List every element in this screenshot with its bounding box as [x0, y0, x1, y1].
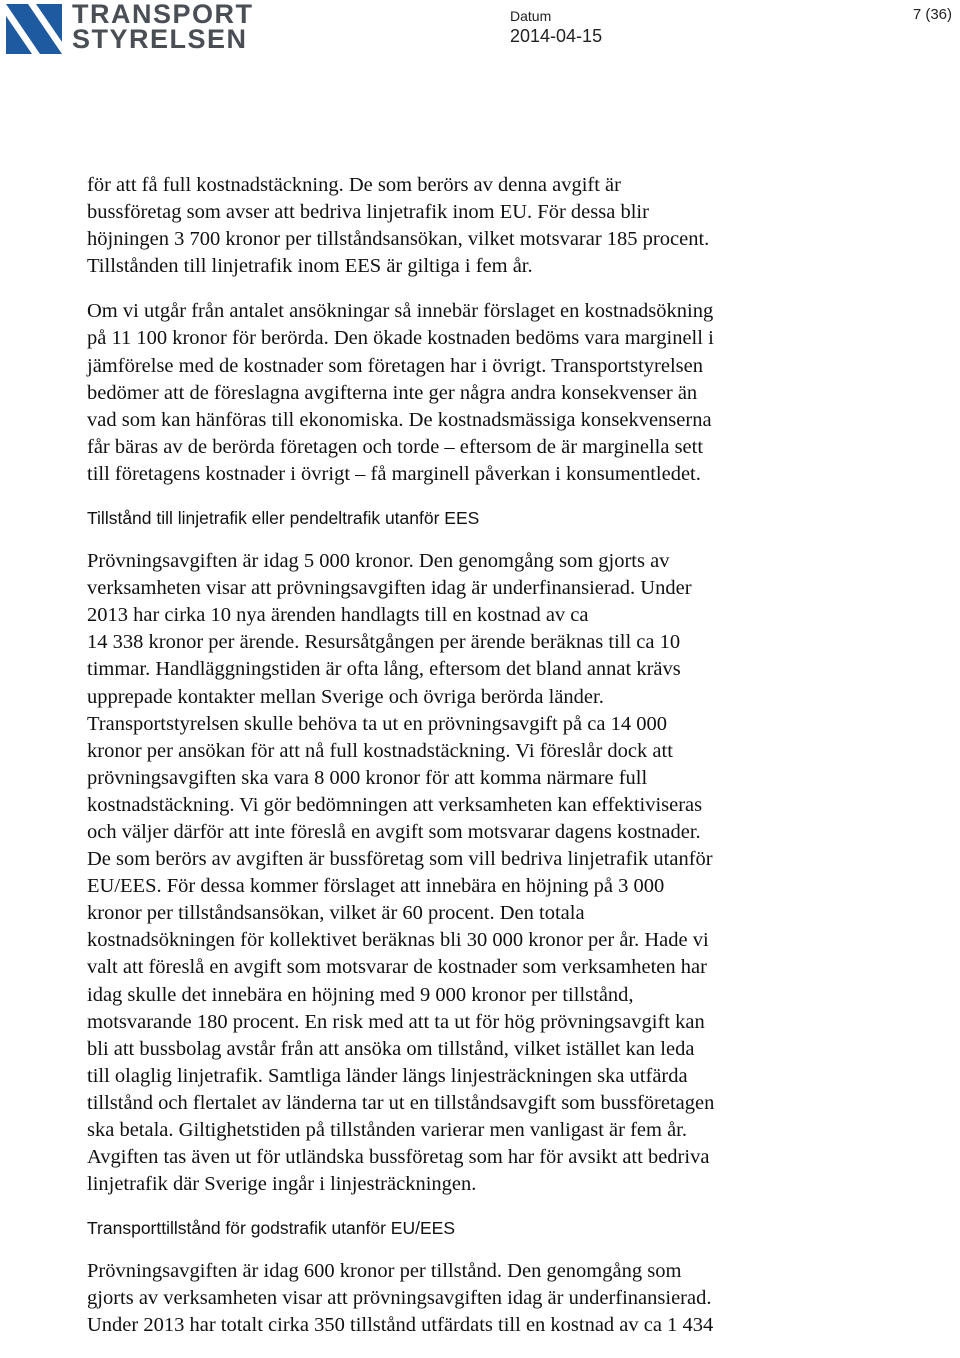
text-line: kronor per ansökan för att nå full kostnadstäckning. Vi föreslår dock att — [87, 739, 673, 762]
text-line: Avgiften tas även ut för utländska bussföretag som har för avsikt att bedriva — [87, 1146, 710, 1169]
text-line: ska betala. Giltighetstiden på tillstånden varierar men vanligast är fem år. — [87, 1119, 687, 1141]
text-line: kostnadsökningen för kollektivet beräknas bli 30 000 kronor per år. Hade vi — [87, 929, 709, 952]
text-line: Om vi utgår från antalet ansökningar så innebär förslaget en kostnadsökning — [87, 300, 714, 323]
text-line: Tillstånden till linjetrafik inom EES är giltiga i fem år. — [87, 255, 533, 278]
text-line: verksamheten visar att prövningsavgiften idag är underfinansierad. Under — [87, 577, 692, 600]
text-line: och väljer därför att inte föreslå en avgift som motsvarar dagens kostnader. — [87, 820, 701, 843]
document-body — [87, 172, 927, 1358]
text-line: höjningen 3 700 kronor per tillståndsansökan, vilket motsvarar 185 procent. — [87, 228, 710, 251]
transportstyrelsen-logo — [6, 0, 254, 54]
text-line: timmar. Handläggningstiden är ofta lång, eftersom det bland annat krävs — [87, 658, 681, 681]
text-line: Transportstyrelsen skulle behöva ta ut en prövningsavgift på ca 14 000 — [87, 712, 667, 735]
text-line: för att få full kostnadstäckning. De som berörs av denna avgift är — [87, 174, 621, 196]
text-line: 14 338 kronor per ärende. Resursåtgången per ärende beräknas till ca 10 — [87, 631, 681, 654]
text-line: bussföretag som avser att bedriva linjetrafik inom EU. För dessa blir — [87, 201, 649, 224]
text-line: prövningsavgiften ska vara 8 000 kronor för att komma närmare full — [87, 766, 648, 789]
paragraph — [87, 172, 927, 280]
date-label: Datum — [510, 8, 552, 24]
transportstyrelsen-logo-icon — [6, 4, 62, 54]
logo-line-1: TRANSPORT — [72, 0, 254, 29]
page-number: 7 (36) — [912, 6, 952, 23]
paragraph — [87, 1258, 927, 1339]
page-header — [0, 0, 960, 70]
text-line: till företagens kostnader i övrigt – få marginell påverkan i konsumentledet. — [87, 462, 701, 485]
text-line: vad som kan hänföras till ekonomiska. De kostnadsmässiga konsekvenserna — [87, 408, 712, 431]
text-line: kronor per tillståndsansökan, vilket är 60 procent. Den totala — [87, 902, 585, 925]
text-line: till olaglig linjetrafik. Samtliga länder längs linjesträckningen ska utfärda — [87, 1064, 688, 1087]
text-line: idag skulle det innebära en höjning med 9 000 kronor per tillstånd, — [87, 983, 634, 1006]
text-line: får bäras av de berörda företagen och torde – eftersom de är marginella sett — [87, 435, 704, 458]
text-line: Under 2013 har totalt cirka 350 tillstånd utfärdats till en kostnad av ca 1 434 — [87, 1314, 714, 1337]
date-value: 2014-04-15 — [510, 26, 603, 46]
logo-line-2: STYRELSEN — [72, 24, 248, 54]
section-heading: Transporttillstånd för godstrafik utanför EU/EES — [87, 1218, 455, 1239]
text-line: De som berörs av avgiften är bussföretag som vill bedriva linjetrafik utanför — [87, 848, 713, 871]
text-line: tillstånd och flertalet av länderna tar ut en tillståndsavgift som bussföretagen — [87, 1091, 715, 1114]
logo-text — [72, 2, 254, 52]
text-line: valt att föreslå en avgift som motsvarar de kostnader som verksamheten har — [87, 956, 707, 979]
text-line: kostnadstäckning. Vi gör bedömningen att verksamheten kan effektiviseras — [87, 793, 703, 816]
text-line: Prövningsavgiften är idag 5 000 kronor. Den genomgång som gjorts av — [87, 550, 670, 573]
text-line: på 11 100 kronor för berörda. Den ökade kostnaden bedöms vara marginell i — [87, 327, 714, 350]
text-line: Prövningsavgiften är idag 600 kronor per tillstånd. Den genomgång som — [87, 1260, 682, 1283]
section-heading: Tillstånd till linjetrafik eller pendeltrafik utanför EES — [87, 508, 480, 529]
text-line: linjetrafik där Sverige ingår i linjesträckningen. — [87, 1173, 477, 1196]
text-line: gjorts av verksamheten visar att prövningsavgiften idag är underfinansierad. — [87, 1287, 712, 1310]
text-line: jämförelse med de kostnader som företagen har i övrigt. Transportstyrelsen — [87, 354, 703, 377]
text-line: motsvarande 180 procent. En risk med att ta ut för hög prövningsavgift kan — [87, 1010, 705, 1033]
text-line: upprepade kontakter mellan Sverige och övriga berörda länder. — [87, 685, 604, 708]
paragraph — [87, 548, 927, 1198]
text-line: bedömer att de föreslagna avgifterna inte ger några andra konsekvenser än — [87, 381, 698, 404]
text-line: bli att bussbolag avstår från att ansöka om tillstånd, vilket istället kan leda — [87, 1037, 695, 1060]
text-line: EU/EES. För dessa kommer förslaget att innebära en höjning på 3 000 — [87, 875, 665, 898]
paragraph — [87, 298, 927, 488]
text-line: 2013 har cirka 10 nya ärenden handlagts till en kostnad av ca — [87, 604, 589, 627]
